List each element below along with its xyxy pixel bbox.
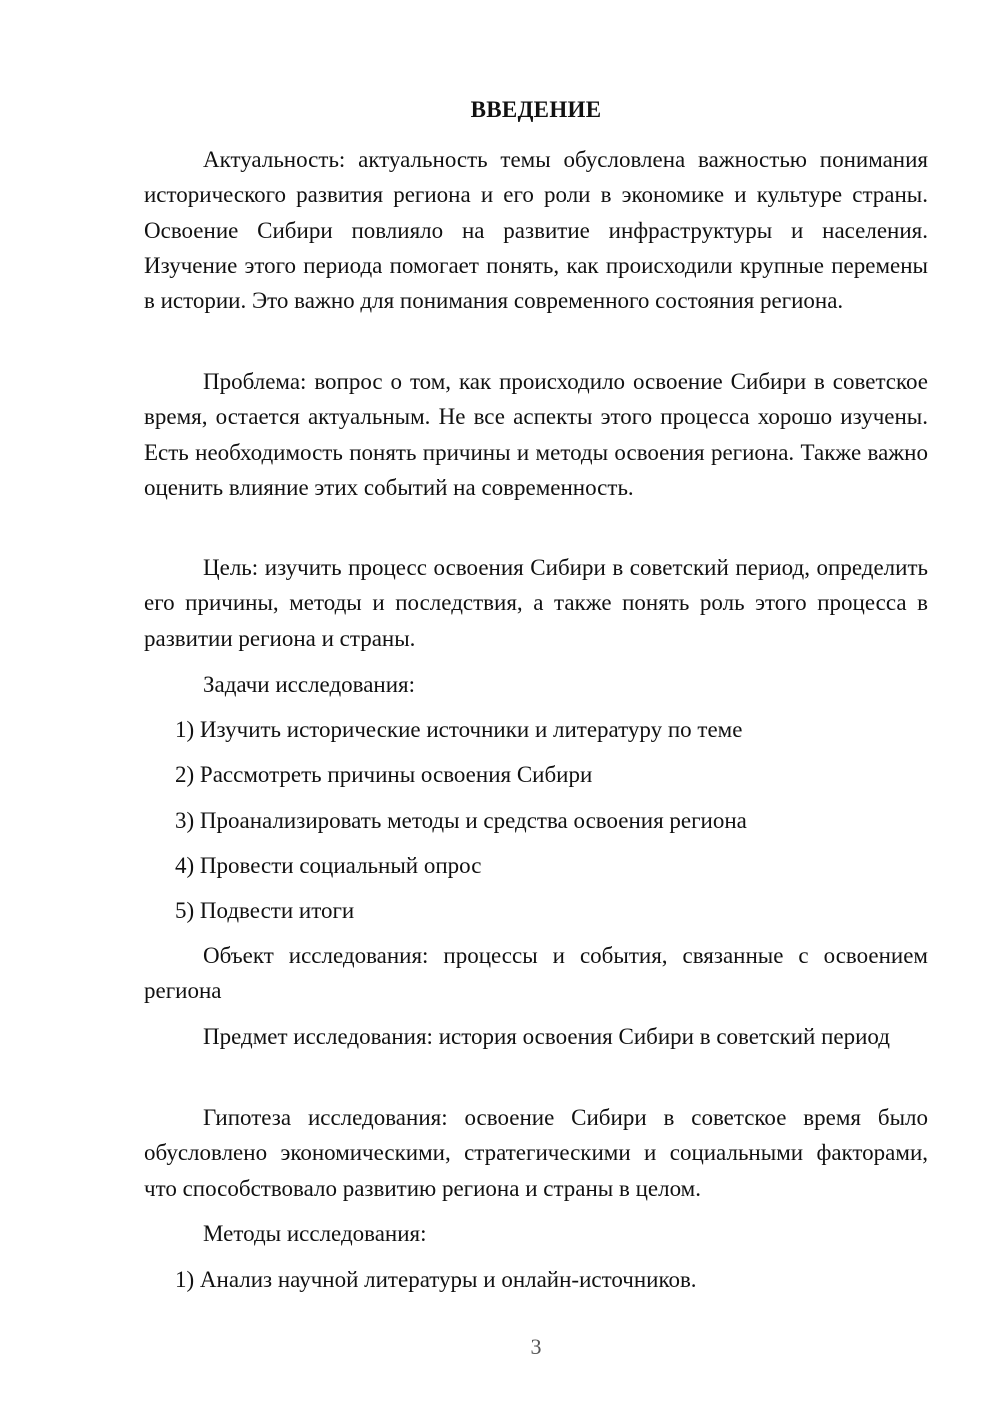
hypothesis-paragraph: Гипотеза исследования: освоение Сибири в советское время было обусловлено экономическими, стратегическими и социальными факторами, что способствовало развитию региона и страны в целом. [144, 1105, 928, 1201]
relevance-paragraph: Актуальность: актуальность темы обусловлена важностью понимания исторического развития региона и его роли в экономике и культуре страны. Освоение Сибири повлияло на развитие инфраструктуры и населения. Изучение этого периода помогает понять, как происходили крупные перемены в истории. Это важно для понимания современного состояния региона. [144, 147, 928, 314]
tasks-heading: Задачи исследования: [203, 672, 416, 697]
relevance-block [144, 142, 928, 318]
subject-paragraph: Предмет исследования: история освоения Сибири в советский период [203, 1024, 890, 1049]
page-number: 3 [530, 1334, 542, 1359]
object-paragraph: Объект исследования: процессы и события, связанные с освоением региона [144, 943, 928, 1004]
methods-heading: Методы исследования: [203, 1221, 427, 1246]
goal-paragraph: Цель: изучить процесс освоения Сибири в советский период, определить его причины, методы и последствия, а также понять роль этого процесса в развитии региона и страны. [144, 555, 928, 651]
list-item: 3) Проанализировать методы и средства освоения региона [175, 808, 747, 833]
list-item: 4) Провести социальный опрос [175, 853, 482, 878]
methods-list-item [144, 1262, 928, 1297]
list-item: 5) Подвести итоги [175, 898, 355, 923]
list-item: 1) Изучить исторические источники и литературу по теме [175, 717, 743, 742]
object-block [144, 938, 928, 1009]
tasks-heading-block [144, 667, 928, 702]
tasks-list-item [144, 757, 928, 792]
problem-block [144, 364, 928, 505]
list-item: 1) Анализ научной литературы и онлайн-источников. [175, 1267, 697, 1292]
list-item: 2) Рассмотреть причины освоения Сибири [175, 762, 593, 787]
page-title: ВВЕДЕНИЕ [470, 97, 602, 122]
tasks-list-item [144, 893, 928, 928]
tasks-list-item [144, 848, 928, 883]
tasks-list-item [144, 803, 928, 838]
problem-paragraph: Проблема: вопрос о том, как происходило освоение Сибири в советское время, остается актуальным. Не все аспекты этого процесса хорошо изучены. Есть необходимость понять причины и методы освоения региона. Также важно оценить влияние этих событий на современность. [144, 369, 928, 500]
tasks-list-item [144, 712, 928, 747]
hypothesis-block [144, 1100, 928, 1206]
goal-block [144, 550, 928, 656]
methods-heading-block [144, 1216, 928, 1251]
subject-block [144, 1019, 928, 1054]
